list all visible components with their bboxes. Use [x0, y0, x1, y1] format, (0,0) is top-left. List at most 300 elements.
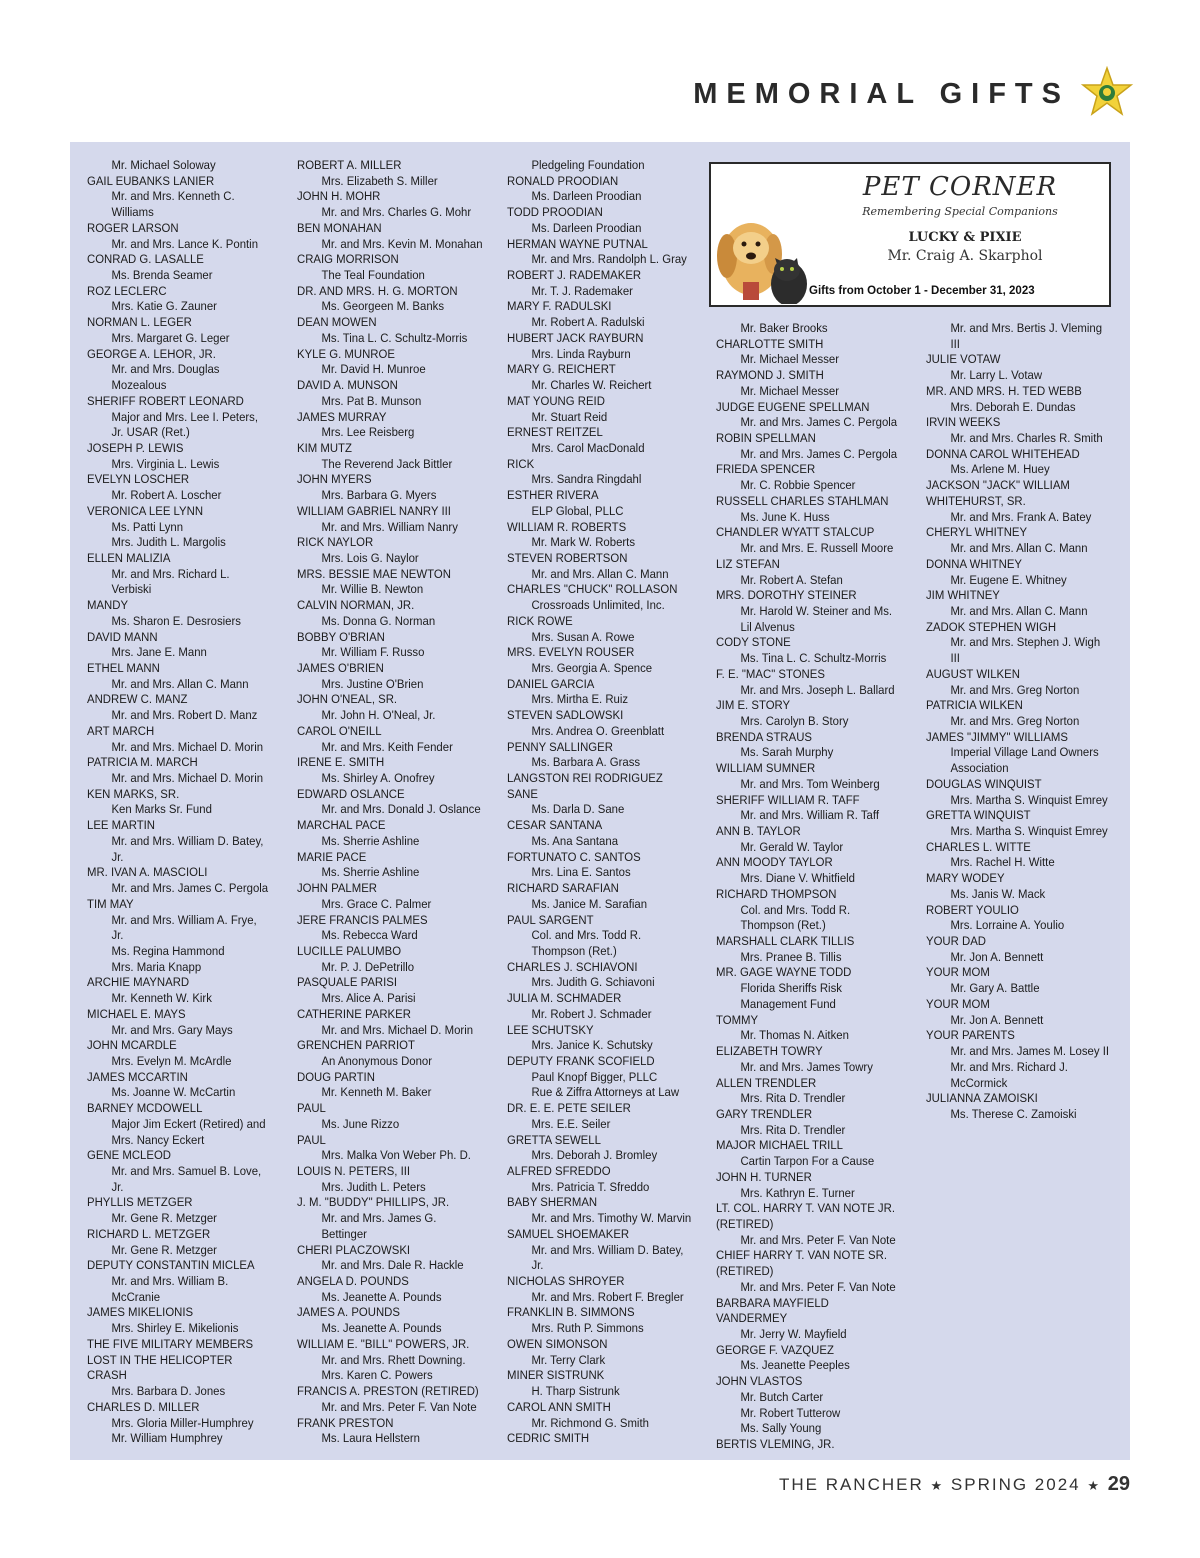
donor-name: Ms. Donna G. Norman	[321, 613, 436, 628]
honoree-name: F. E. "MAC" STONES	[716, 666, 825, 681]
honoree-name: CRASH	[87, 1368, 127, 1383]
donor-name: Mr. Jon A. Bennett	[950, 1012, 1044, 1027]
honoree-name: ROZ LECLERC	[87, 283, 167, 298]
donor-name: Mr. Gene R. Metzger	[111, 1242, 217, 1257]
donor-name: Mrs. Mirtha E. Ruiz	[531, 692, 629, 707]
donor-name: Imperial Village Land Owners	[950, 745, 1099, 760]
honoree-name: OWEN SIMONSON	[507, 1336, 608, 1351]
honoree-name: CHERYL WHITNEY	[926, 525, 1028, 540]
honoree-name: ARCHIE MAYNARD	[87, 975, 190, 990]
donor-name: Jr.	[111, 849, 124, 864]
donor-name: Ms. Jeanette A. Pounds	[321, 1321, 442, 1336]
honoree-name: FORTUNATO C. SANTOS	[507, 849, 641, 864]
donor-name: Ms. Barbara A. Grass	[531, 755, 641, 770]
honoree-name: YOUR DAD	[926, 934, 987, 949]
donor-name: Mr. and Mrs. Richard L.	[111, 566, 230, 581]
honoree-name: JOHN H. TURNER	[716, 1169, 812, 1184]
donor-name: Thompson (Ret.)	[740, 918, 826, 933]
donor-name: Mr. William Humphrey	[111, 1431, 223, 1446]
honoree-name: CHANDLER WYATT STALCUP	[716, 525, 875, 540]
donor-name: Mr. and Mrs. Rhett Downing.	[321, 1352, 466, 1367]
gift-date-range: Gifts from October 1 - December 31, 2023	[809, 285, 1035, 297]
donor-name: Ms. Sherrie Ashline	[321, 865, 420, 880]
donor-name: Rue & Ziffra Attorneys at Law	[531, 1085, 680, 1100]
donor-name: Mr. Robert Tutterow	[740, 1405, 841, 1420]
donor-name: Mr. and Mrs. Frank A. Batey	[950, 509, 1092, 524]
honoree-name: KIM MUTZ	[297, 440, 352, 455]
donor-name: Mr. P. J. DePetrillo	[321, 959, 415, 974]
honoree-name: MANDY	[87, 598, 129, 613]
donor-name: Mr. Butch Carter	[740, 1389, 824, 1404]
page-title: MEMORIAL GIFTS	[693, 78, 1070, 110]
donor-name: Ms. Rebecca Ward	[321, 928, 418, 943]
donor-name: Ms. Laura Hellstern	[321, 1431, 421, 1446]
donor-name: Mrs. Grace C. Palmer	[321, 896, 432, 911]
memorial-column-2	[297, 158, 483, 1447]
honoree-name: JOSEPH P. LEWIS	[87, 440, 184, 455]
honoree-name: ANGELA D. POUNDS	[297, 1274, 409, 1289]
donor-name: McCranie	[111, 1289, 161, 1304]
donor-name: Mrs. Carol MacDonald	[531, 440, 645, 455]
honoree-name: PAUL	[297, 1132, 326, 1147]
honoree-name: GEORGE A. LEHOR, JR.	[87, 346, 216, 361]
honoree-name: DEPUTY CONSTANTIN MICLEA	[87, 1258, 255, 1273]
honoree-name: MR. IVAN A. MASCIOLI	[87, 865, 208, 880]
honoree-name: CAROL ANN SMITH	[507, 1399, 611, 1414]
honoree-name: NICHOLAS SHROYER	[507, 1274, 625, 1289]
donor-name: Pledgeling Foundation	[531, 158, 645, 172]
donor-name: III	[950, 651, 960, 666]
donor-name: Mrs. Malka Von Weber Ph. D.	[321, 1148, 471, 1163]
donor-name: Mr. and Mrs. James M. Losey II	[950, 1044, 1110, 1059]
honoree-name: NORMAN L. LEGER	[87, 315, 192, 330]
honoree-name: MINER SISTRUNK	[507, 1368, 605, 1383]
honoree-name: CODY STONE	[716, 635, 791, 650]
donor-name: Mr. Robert A. Radulski	[531, 315, 645, 330]
donor-name: Mr. and Mrs. Samuel B. Love,	[111, 1164, 262, 1178]
donor-name: Ms. Shirley A. Onofrey	[321, 771, 435, 786]
honoree-name: WILLIAM R. ROBERTS	[507, 519, 627, 534]
honoree-name: RICHARD THOMPSON	[716, 886, 837, 901]
donor-name: Ms. Tina L. C. Schultz-Morris	[321, 330, 468, 345]
honoree-name: LT. COL. HARRY T. VAN NOTE JR.	[716, 1201, 895, 1216]
honoree-name: JOHN MYERS	[297, 472, 372, 487]
donor-name: Mr. Richmond G. Smith	[531, 1415, 649, 1430]
honoree-name: ROBERT A. MILLER	[297, 158, 402, 172]
honoree-name: GRENCHEN PARRIOT	[297, 1038, 415, 1053]
pet-corner-title: PET CORNER	[862, 172, 1058, 202]
donor-name: Mrs. Susan A. Rowe	[531, 629, 635, 644]
donor-name: III	[950, 336, 960, 351]
donor-name: Mr. and Mrs. Kenneth C.	[111, 189, 235, 204]
honoree-name: CEDRIC SMITH	[507, 1431, 590, 1446]
honoree-name: MICHAEL E. MAYS	[87, 1006, 186, 1021]
honoree-name: STEVEN SADLOWSKI	[507, 708, 624, 723]
donor-name: Mr. and Mrs. Keith Fender	[321, 739, 453, 754]
honoree-name: BEN MONAHAN	[297, 220, 382, 235]
donor-name: Mr. and Mrs. James C. Pergola	[740, 415, 898, 430]
honoree-name: FRANCIS A. PRESTON (RETIRED)	[297, 1384, 479, 1399]
honoree-name: YOUR MOM	[926, 996, 990, 1011]
donor-name: Mrs. E.E. Seiler	[531, 1116, 611, 1131]
honoree-name: MARY WODEY	[926, 871, 1005, 886]
honoree-name: RICK NAYLOR	[297, 535, 374, 550]
donor-name: Mrs. Judith L. Margolis	[111, 535, 226, 550]
donor-name: Ms. Darleen Proodian	[531, 220, 642, 235]
honoree-name: BRENDA STRAUS	[716, 729, 813, 744]
honoree-name: JAMES MIKELIONIS	[87, 1305, 194, 1320]
honoree-name: ZADOK STEPHEN WIGH	[926, 619, 1057, 634]
honoree-name: (RETIRED)	[716, 1264, 774, 1279]
donor-name: Mozealous	[111, 378, 167, 393]
honoree-name: DR. E. E. PETE SEILER	[507, 1101, 631, 1116]
donor-name: Mr. Thomas N. Aitken	[740, 1028, 849, 1043]
honoree-name: ANN B. TAYLOR	[716, 824, 801, 838]
honoree-name: ANN MOODY TAYLOR	[716, 855, 833, 870]
honoree-name: CALVIN NORMAN, JR.	[297, 598, 415, 613]
donor-name: Mrs. Martha S. Winquist Emrey	[950, 792, 1108, 807]
honoree-name: DAVID A. MUNSON	[297, 378, 398, 393]
donor-name: Mrs. Lorraine A. Youlio	[950, 918, 1065, 933]
honoree-name: ESTHER RIVERA	[507, 488, 599, 503]
honoree-name: BARBARA MAYFIELD	[716, 1295, 829, 1310]
donor-name: Mr. and Mrs. Michael D. Morin	[321, 1022, 474, 1037]
honoree-name: JOHN H. MOHR	[297, 189, 381, 204]
honoree-name: ROGER LARSON	[87, 220, 179, 235]
donor-name: Ken Marks Sr. Fund	[111, 802, 212, 817]
donor-name: Mr. and Mrs. Charles G. Mohr	[321, 205, 472, 220]
donor-name: Mr. Eugene E. Whitney	[950, 572, 1067, 587]
honoree-name: ERNEST REITZEL	[507, 425, 603, 440]
donor-name: Mr. and Mrs. Robert D. Manz	[111, 708, 258, 723]
honoree-name: BABY SHERMAN	[507, 1195, 598, 1210]
donor-name: Ms. Janis W. Mack	[950, 886, 1046, 901]
donor-name: Major Jim Eckert (Retired) and	[111, 1116, 266, 1131]
donor-name: Verbiski	[111, 582, 152, 597]
honoree-name: LEE SCHUTSKY	[507, 1022, 594, 1037]
honoree-name: JOHN O'NEAL, SR.	[297, 692, 398, 707]
honoree-name: SHERIFF WILLIAM R. TAFF	[716, 792, 860, 807]
honoree-name: RICK ROWE	[507, 613, 573, 628]
honoree-name: ALFRED SFREDDO	[507, 1164, 611, 1178]
donor-name: Ms. Sherrie Ashline	[321, 833, 420, 848]
donor-name: Mr. and Mrs. Richard J.	[950, 1059, 1068, 1074]
donor-name: Mr. Michael Messer	[740, 352, 839, 367]
honoree-name: PATRICIA M. MARCH	[87, 755, 198, 770]
honoree-name: EVELYN LOSCHER	[87, 472, 190, 487]
donor-name: Mr. and Mrs. Charles R. Smith	[950, 431, 1103, 446]
donor-name: Ms. Ana Santana	[531, 833, 619, 848]
honoree-name: MRS. BESSIE MAE NEWTON	[297, 566, 451, 581]
page-footer	[779, 1473, 1130, 1496]
honoree-name: WILLIAM SUMNER	[716, 761, 816, 776]
honoree-name: JAMES A. POUNDS	[297, 1305, 400, 1320]
donor-name: Mr. and Mrs. James G.	[321, 1211, 437, 1226]
honoree-name: CHERI PLACZOWSKI	[297, 1242, 411, 1257]
honoree-name: RONALD PROODIAN	[507, 173, 619, 188]
donor-name: Mr. and Mrs. Timothy W. Marvin	[531, 1211, 692, 1226]
honoree-name: CHARLES L. WITTE	[926, 839, 1031, 854]
honoree-name: PATRICIA WILKEN	[926, 698, 1023, 713]
donor-name: Mr. and Mrs. Michael D. Morin	[111, 739, 264, 754]
honoree-name: JUDGE EUGENE SPELLMAN	[716, 399, 870, 414]
donor-name: Ms. Tina L. C. Schultz-Morris	[740, 651, 887, 666]
honoree-name: PHYLLIS METZGER	[87, 1195, 193, 1210]
honoree-name: VANDERMEY	[716, 1311, 788, 1326]
donor-name: Mr. and Mrs. James C. Pergola	[111, 881, 269, 896]
honoree-name: CHARLES D. MILLER	[87, 1399, 200, 1414]
donor-name: Mrs. Elizabeth S. Miller	[321, 173, 438, 188]
donor-name: Management Fund	[740, 996, 836, 1011]
donor-name: Ms. Patti Lynn	[111, 519, 184, 534]
donor-name: Paul Knopf Bigger, PLLC	[531, 1069, 658, 1084]
honoree-name: JAMES "JIMMY" WILLIAMS	[926, 729, 1068, 744]
honoree-name: WHITEHURST, SR.	[926, 493, 1026, 508]
honoree-name: CATHERINE PARKER	[297, 1006, 411, 1021]
donor-name: Mrs. Alice A. Parisi	[321, 991, 416, 1006]
donor-name: Williams	[111, 205, 154, 220]
honoree-name: DEAN MOWEN	[297, 315, 377, 330]
donor-name: McCormick	[950, 1075, 1008, 1090]
donor-name: Col. and Mrs. Todd R.	[740, 902, 851, 917]
donor-name: Mr. Kenneth M. Baker	[321, 1085, 432, 1100]
honoree-name: FRIEDA SPENCER	[716, 462, 816, 477]
honoree-name: LOUIS N. PETERS, III	[297, 1164, 411, 1178]
donor-name: Ms. Darla D. Sane	[531, 802, 625, 817]
donor-name: Mrs. Lois G. Naylor	[321, 550, 419, 565]
honoree-name: MARY F. RADULSKI	[507, 299, 612, 314]
donor-name: Mrs. Gloria Miller-Humphrey	[111, 1415, 254, 1430]
honoree-name: JULIA M. SCHMADER	[507, 991, 622, 1006]
donor-name: The Reverend Jack Bittler	[321, 456, 453, 471]
honoree-name: LOST IN THE HELICOPTER	[87, 1352, 233, 1367]
honoree-name: ROBERT YOULIO	[926, 902, 1019, 917]
donor-name: Mr. and Mrs. Allan C. Mann	[111, 676, 249, 691]
donor-name: Mr. Jerry W. Mayfield	[740, 1327, 847, 1341]
donor-name: Mr. and Mrs. Joseph L. Ballard	[740, 682, 895, 697]
donor-name: Mr. and Mrs. Peter F. Van Note	[321, 1399, 477, 1414]
honoree-name: IRVIN WEEKS	[926, 415, 1001, 430]
honoree-name: DR. AND MRS. H. G. MORTON	[297, 283, 458, 298]
honoree-name: DONNA WHITNEY	[926, 556, 1023, 571]
donor-name: Mrs. Nancy Eckert	[111, 1132, 205, 1147]
honoree-name: GRETTA SEWELL	[507, 1132, 601, 1147]
donor-name: Mrs. Pranee B. Tillis	[740, 949, 842, 964]
honoree-name: ART MARCH	[87, 723, 155, 738]
donor-name: Mrs. Karen C. Powers	[321, 1368, 433, 1383]
honoree-name: RAYMOND J. SMITH	[716, 368, 824, 383]
honoree-name: CESAR SANTANA	[507, 818, 603, 833]
donor-name: Ms. Therese C. Zamoiski	[950, 1106, 1077, 1121]
donor-name: Mrs. Andrea O. Greenblatt	[531, 723, 665, 738]
donor-name: Mr. and Mrs. Greg Norton	[950, 682, 1080, 697]
honoree-name: JOHN PALMER	[297, 881, 378, 896]
honoree-name: WILLIAM GABRIEL NANRY III	[297, 503, 451, 518]
donor-name: Ms. Jeanette A. Pounds	[321, 1289, 442, 1304]
honoree-name: ETHEL MANN	[87, 661, 160, 675]
donor-name: Mr. and Mrs. William R. Taff	[740, 808, 880, 823]
honoree-name: LUCILLE PALUMBO	[297, 943, 402, 958]
donor-name: Mr. John H. O'Neal, Jr.	[321, 708, 436, 723]
memorial-column-3	[507, 158, 691, 1447]
donor-name: Mr. and Mrs. Lance K. Pontin	[111, 236, 259, 251]
star-separator: ★	[930, 1478, 945, 1493]
honoree-name: FRANK PRESTON	[297, 1415, 394, 1430]
honoree-name: JULIANNA ZAMOISKI	[926, 1091, 1038, 1106]
honoree-name: CONRAD G. LASALLE	[87, 252, 204, 267]
honoree-name: PENNY SALLINGER	[507, 739, 613, 754]
donor-name: Mrs. Rita D. Trendler	[740, 1091, 846, 1106]
honoree-name: ROBIN SPELLMAN	[716, 431, 816, 446]
honoree-name: JERE FRANCIS PALMES	[297, 912, 428, 927]
honoree-name: JAMES O'BRIEN	[297, 661, 384, 675]
donor-name: Mr. and Mrs. James C. Pergola	[740, 446, 898, 461]
honoree-name: IRENE E. SMITH	[297, 755, 385, 770]
donor-name: Ms. Sally Young	[740, 1421, 822, 1436]
honoree-name: CAROL O'NEILL	[297, 723, 382, 738]
donor-name: Bettinger	[321, 1226, 367, 1241]
donor-name: Mrs. Martha S. Winquist Emrey	[950, 824, 1108, 838]
honoree-name: ANDREW C. MANZ	[87, 692, 188, 707]
donor-name: Mr. Robert J. Schmader	[531, 1006, 652, 1021]
honoree-name: RICK	[507, 456, 535, 471]
donor-name: Mr. and Mrs. Donald J. Oslance	[321, 802, 481, 817]
donor-name: Association	[950, 761, 1009, 776]
honoree-name: KEN MARKS, SR.	[87, 786, 180, 801]
donor-name: Mr. Charles W. Reichert	[531, 378, 652, 393]
donor-name: Mrs. Barbara G. Myers	[321, 488, 437, 503]
honoree-name: CHARLES J. SCHIAVONI	[507, 959, 638, 974]
donor-name: Mr. and Mrs. Douglas	[111, 362, 220, 377]
donor-name: Crossroads Unlimited, Inc.	[531, 598, 665, 613]
honoree-name: JOHN VLASTOS	[716, 1374, 803, 1389]
donor-name: Mrs. Janice K. Schutsky	[531, 1038, 653, 1053]
donor-name: Mr. and Mrs. Dale R. Hackle	[321, 1258, 464, 1273]
donor-name: Mr. Stuart Reid	[531, 409, 608, 424]
honoree-name: J. M. "BUDDY" PHILLIPS, JR.	[297, 1195, 450, 1210]
donor-name: Mr. and Mrs. Stephen J. Wigh	[950, 635, 1101, 650]
honoree-name: KYLE G. MUNROE	[297, 346, 395, 361]
donor-name: Mr. Robert A. Stefan	[740, 572, 843, 587]
donor-name: Mr. and Mrs. James Towry	[740, 1059, 873, 1074]
donor-name: Jr.	[531, 1258, 544, 1273]
honoree-name: STEVEN ROBERTSON	[507, 550, 628, 565]
honoree-name: HUBERT JACK RAYBURN	[507, 330, 644, 345]
donor-name: Mr. Jon A. Bennett	[950, 949, 1044, 964]
honoree-name: DANIEL GARCIA	[507, 676, 595, 691]
donor-name: Mrs. Diane V. Whitfield	[740, 871, 856, 886]
donor-name: Mr. William F. Russo	[321, 645, 425, 660]
donor-name: Mrs. Kathryn E. Turner	[740, 1185, 855, 1200]
honoree-name: DONNA CAROL WHITEHEAD	[926, 446, 1080, 461]
donor-name: Mr. David H. Munroe	[321, 362, 426, 377]
donor-name: Mr. and Mrs. Allan C. Mann	[531, 566, 669, 581]
honoree-name: SHERIFF ROBERT LEONARD	[87, 393, 244, 408]
honoree-name: ELLEN MALIZIA	[87, 550, 171, 565]
donor-name: Mr. and Mrs. Peter F. Van Note	[740, 1232, 896, 1247]
honoree-name: FRANKLIN B. SIMMONS	[507, 1305, 635, 1320]
honoree-name: PAUL SARGENT	[507, 912, 594, 927]
honoree-name: WILLIAM E. "BILL" POWERS, JR.	[297, 1336, 470, 1351]
donor-name: The Teal Foundation	[321, 268, 425, 283]
donor-name: Col. and Mrs. Todd R.	[531, 928, 642, 943]
donor-name: Ms. Regina Hammond	[111, 943, 225, 958]
honoree-name: JIM E. STORY	[716, 698, 791, 713]
donor-name: Ms. June Rizzo	[321, 1116, 400, 1131]
honoree-name: MR. GAGE WAYNE TODD	[716, 965, 852, 980]
honoree-name: MARIE PACE	[297, 849, 367, 864]
honoree-name: YOUR PARENTS	[926, 1028, 1015, 1043]
donor-name: Mr. Gerald W. Taylor	[740, 839, 844, 854]
donor-name: Mr. C. Robbie Spencer	[740, 478, 856, 493]
honoree-name: JIM WHITNEY	[926, 588, 1000, 603]
honoree-name: MARSHALL CLARK TILLIS	[716, 934, 855, 949]
donor-name: Mr. Michael Messer	[740, 383, 839, 398]
donor-name: Mr. and Mrs. Peter F. Van Note	[740, 1279, 896, 1294]
donor-name: Lil Alvenus	[740, 619, 795, 634]
donor-name: Mrs. Pat B. Munson	[321, 393, 422, 408]
honoree-name: ALLEN TRENDLER	[716, 1075, 817, 1090]
memorial-column-1	[87, 158, 268, 1447]
memorial-column-4	[716, 321, 897, 1453]
donor-name: Mr. and Mrs. Robert F. Bregler	[531, 1289, 684, 1304]
donor-name: Mrs. Sandra Ringdahl	[531, 472, 642, 487]
donor-name: Mr. and Mrs. William B.	[111, 1274, 229, 1289]
honoree-name: PAUL	[297, 1101, 326, 1116]
honoree-name: DOUG PARTIN	[297, 1069, 375, 1084]
honoree-name: GRETTA WINQUIST	[926, 808, 1031, 823]
donor-name: Mrs. Lee Reisberg	[321, 425, 415, 440]
donor-name: Major and Mrs. Lee I. Peters,	[111, 409, 259, 424]
honoree-name: CHARLOTTE SMITH	[716, 336, 824, 351]
honoree-name: ROBERT J. RADEMAKER	[507, 268, 642, 283]
honoree-name: EDWARD OSLANCE	[297, 786, 405, 801]
donor-name: Ms. Sharon E. Desrosiers	[111, 613, 241, 628]
pet-donor: Mr. Craig A. Skarphol	[887, 248, 1043, 264]
donor-name: Mr. Baker Brooks	[740, 321, 828, 335]
donor-name: Mrs. Evelyn M. McArdle	[111, 1053, 232, 1068]
donor-name: Mrs. Judith G. Schiavoni	[531, 975, 655, 990]
honoree-name: RICHARD L. METZGER	[87, 1226, 211, 1241]
donor-name: Ms. Janice M. Sarafian	[531, 896, 648, 911]
donor-name: Mrs. Jane E. Mann	[111, 645, 207, 660]
donor-name: Ms. Joanne W. McCartin	[111, 1085, 236, 1100]
donor-name: Mrs. Carolyn B. Story	[740, 713, 849, 728]
honoree-name: TOMMY	[716, 1012, 759, 1027]
honoree-name: SANE	[507, 786, 538, 801]
donor-name: Mrs. Rita D. Trendler	[740, 1122, 846, 1137]
donor-name: Cartin Tarpon For a Cause	[740, 1154, 875, 1169]
honoree-name: MAT YOUNG REID	[507, 393, 605, 408]
donor-name: Mr. Robert A. Loscher	[111, 488, 222, 503]
honoree-name: BOBBY O'BRIAN	[297, 629, 385, 644]
honoree-name: LANGSTON REI RODRIGUEZ	[507, 771, 663, 786]
donor-name: Mr. Gary A. Battle	[950, 981, 1040, 996]
donor-name: Mr. and Mrs. Michael D. Morin	[111, 771, 264, 786]
donor-name: Mr. Terry Clark	[531, 1352, 606, 1367]
honoree-name: MRS. DOROTHY STEINER	[716, 588, 857, 603]
honoree-name: CHIEF HARRY T. VAN NOTE SR.	[716, 1248, 887, 1263]
issue-label: SPRING 2024	[950, 1475, 1081, 1494]
honoree-name: THE FIVE MILITARY MEMBERS	[87, 1336, 254, 1351]
ranch-star-logo	[1080, 66, 1134, 120]
donor-name: Mr. Kenneth W. Kirk	[111, 991, 212, 1006]
honoree-name: GARY TRENDLER	[716, 1106, 813, 1121]
honoree-name: LIZ STEFAN	[716, 556, 780, 571]
honoree-name: JULIE VOTAW	[926, 352, 1001, 367]
donor-name: Mr. and Mrs. William D. Batey,	[531, 1242, 684, 1257]
donor-name: Mrs. Maria Knapp	[111, 959, 202, 974]
